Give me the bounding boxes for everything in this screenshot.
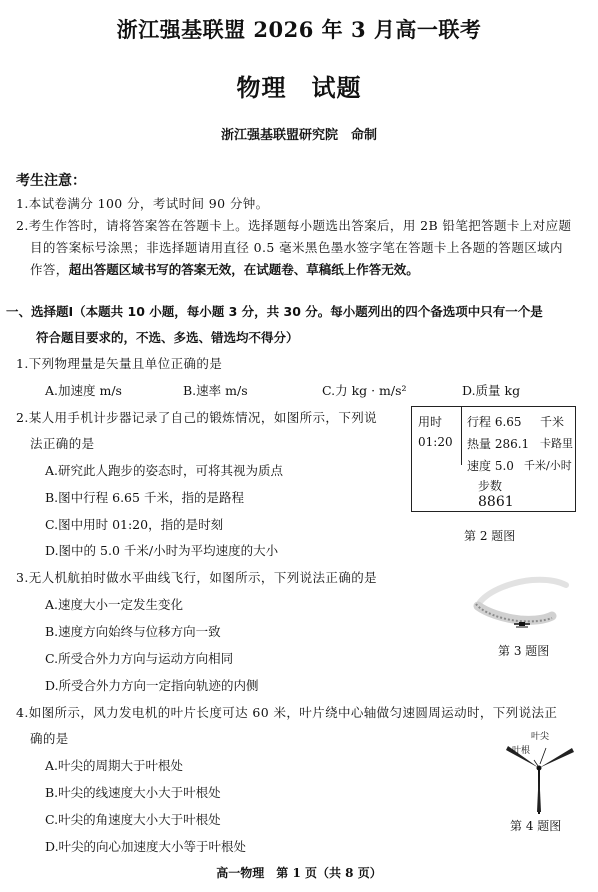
q2-time-label: 用时: [418, 415, 443, 429]
q4-option-a: A.叶尖的周期大于叶根处: [45, 758, 184, 773]
q3-option-c: C.所受合外力方向与运动方向相同: [45, 651, 234, 666]
q4-hub: [537, 766, 542, 771]
notice-item-2-line-1: 2.考生作答时，请将答案答在答题卡上。选择题每小题选出答案后，用 2B 铅笔把答题卡上对应题: [16, 218, 572, 233]
q2-stem-line-1: 2.某人用手机计步器记录了自己的锻炼情况，如图所示，下列说: [16, 410, 378, 425]
q2-distance-unit: 千米: [540, 415, 565, 429]
notice-item-2-line-3-bold: 超出答题区域书写的答案无效，在试题卷、草稿纸上作答无效。: [68, 262, 419, 277]
q4-blade-down: [537, 768, 541, 812]
q2-stem-line-2: 法正确的是: [30, 436, 95, 451]
issuing-org: 浙江强基联盟研究院 命制: [220, 128, 377, 143]
section-1-line-1: 一、选择题Ⅰ（本题共 10 小题，每小题 3 分，共 30 分。每小题列出的四个备选项中只有一个是: [6, 304, 543, 319]
notice-item-2-line-3-plain: 作答，: [30, 262, 69, 277]
q1-option-a: A.加速度 m/s: [45, 383, 122, 398]
q1-stem: 1.下列物理量是矢量且单位正确的是: [16, 356, 223, 371]
q2-steps-value: 8861: [478, 494, 514, 510]
exam-title: 浙江强基联盟 2026 年 3 月高一联考: [116, 17, 482, 42]
q3-option-a: A.速度大小一定发生变化: [45, 597, 184, 612]
q2-option-c: C.图中用时 01:20，指的是时刻: [45, 517, 224, 532]
q2-calorie-unit: 卡路里: [540, 437, 573, 450]
notice-item-1: 1.本试卷满分 100 分，考试时间 90 分钟。: [16, 196, 269, 211]
q2-option-d: D.图中的 5.0 千米/小时为平均速度的大小: [45, 543, 279, 558]
q4-blade-right: [539, 748, 574, 768]
notice-item-2-line-2: 目的答案标号涂黑；非选择题请用直径 0.5 毫米黑色墨水签字笔在答题卡上各题的答题区域内: [30, 240, 563, 255]
page-footer: 高一物理 第 1 页（共 8 页）: [216, 866, 382, 880]
q3-caption: 第 3 题图: [498, 644, 550, 658]
q2-calorie-label: 热量 286.1: [467, 437, 530, 451]
q3-stem: 3.无人机航拍时做水平曲线飞行，如图所示，下列说法正确的是: [16, 570, 378, 585]
q2-time-value: 01:20: [418, 435, 453, 449]
q4-option-d: D.叶尖的向心加速度大小等于叶根处: [45, 839, 247, 854]
q4-root-label: 叶根: [512, 746, 531, 756]
q4-caption: 第 4 题图: [510, 819, 562, 833]
q2-steps-label: 步数: [478, 479, 503, 493]
q1-option-d: D.质量 kg: [462, 383, 521, 398]
q4-option-c: C.叶尖的角速度大小大于叶根处: [45, 812, 221, 827]
q2-pedometer-figure: [411, 406, 576, 512]
notice-item-2-line-3: [30, 259, 419, 278]
q2-option-a: A.研究此人跑步的姿态时，可将其视为质点: [45, 463, 284, 478]
q1-option-c: C.力 kg · m/s²: [322, 383, 407, 398]
q2-figure-divider: [461, 407, 462, 465]
q1-option-b: B.速率 m/s: [183, 383, 248, 398]
q4-option-b: B.叶尖的线速度大小大于叶根处: [45, 785, 221, 800]
q3-option-d: D.所受合外力方向一定指向轨迹的内侧: [45, 678, 259, 693]
q2-option-b: B.图中行程 6.65 千米，指的是路程: [45, 490, 244, 505]
q2-distance-label: 行程 6.65: [467, 415, 522, 429]
q4-stem-line-1: 4.如图所示，风力发电机的叶片长度可达 60 米，叶片绕中心轴做匀速圆周运动时，下列说法正: [16, 705, 558, 720]
q2-speed-unit: 千米/小时: [524, 459, 572, 472]
q3-option-b: B.速度方向始终与位移方向一致: [45, 624, 221, 639]
notice-heading: 考生注意：: [16, 173, 86, 189]
q2-caption: 第 2 题图: [464, 529, 516, 543]
q3-drone-trail-figure: [472, 572, 572, 636]
q4-tip-label: 叶尖: [531, 732, 550, 742]
section-1-line-2: 符合题目要求的，不选、多选、错选均不得分）: [36, 330, 299, 345]
subject-title: 物理 试题: [236, 73, 362, 102]
q4-stem-line-2: 确的是: [30, 731, 69, 746]
q2-speed-label: 速度 5.0: [467, 459, 514, 473]
